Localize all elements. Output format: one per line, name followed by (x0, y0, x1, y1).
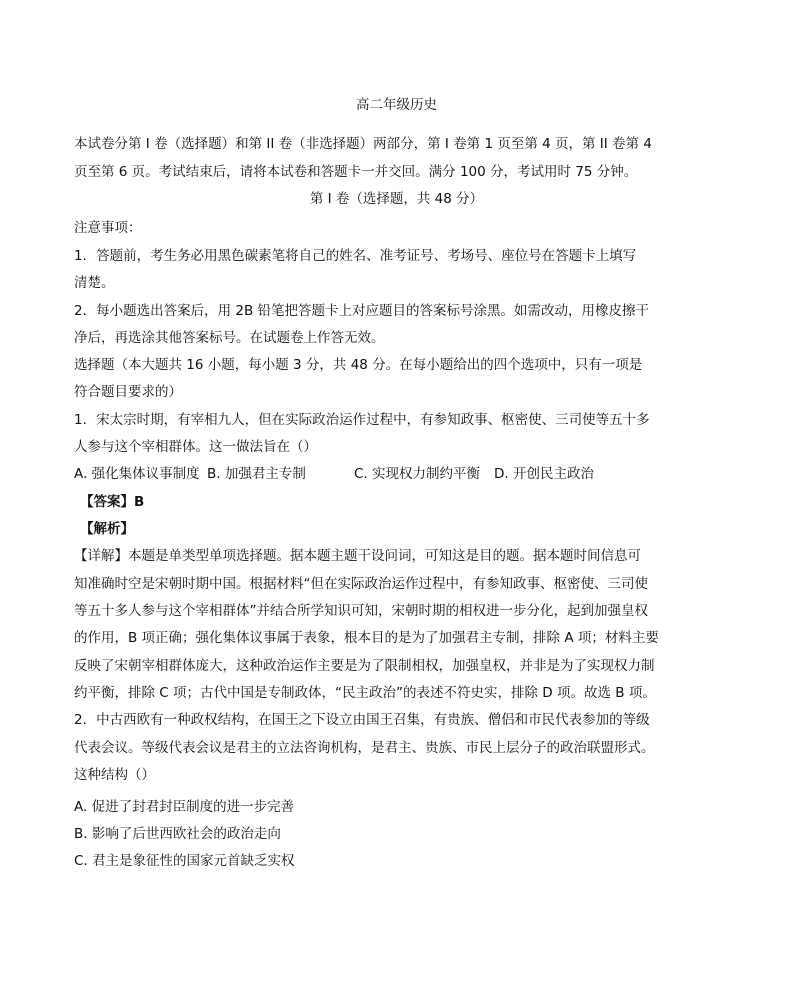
q1-detail-line-4: 的作用，B 项正确；强化集体议事属于表象，根本目的是为了加强君主专制，排除 A 项；材料主要 (74, 630, 659, 646)
q2-stem-line-1: 2．中古西欧有一种政权结构，在国王之下设立由国王召集，有贵族、僧侣和市民代表参加的等级 (74, 712, 650, 728)
q1-detail-line-1: 【详解】本题是单类型单项选择题。据本题主题干设问词，可知这是目的题。据本题时间信息可 (74, 548, 641, 564)
choice-intro-line-1: 选择题（本大题共 16 小题，每小题 3 分，共 48 分。在每小题给出的四个选项中，只有一项是 (74, 357, 643, 373)
notice-line-1: 1．答题前，考生务必用黑色碳素笔将自己的姓名、准考证号、考场号、座位号在答题卡上填写 (74, 248, 637, 264)
q2-stem-line-3: 这种结构（） (74, 767, 155, 783)
q1-analysis-label: 【解析】 (80, 521, 134, 537)
notice-label: 注意事项： (74, 220, 142, 236)
notice-line-2: 清楚。 (74, 275, 115, 291)
q2-option-b: B. 影响了后世西欧社会的政治走向 (74, 826, 281, 842)
section-heading: 第 I 卷（选择题，共 48 分） (309, 191, 484, 207)
page-title: 高二年级历史 (356, 97, 437, 113)
q1-answer: 【答案】B (80, 494, 145, 510)
q2-option-c: C. 君主是象征性的国家元首缺乏实权 (74, 853, 295, 869)
q1-option-c: C. 实现权力制约平衡 (354, 466, 481, 482)
notice-line-4: 净后，再选涂其他答案标号。在试题卷上作答无效。 (74, 330, 385, 346)
q1-option-d: D. 开创民主政治 (494, 466, 594, 482)
q1-detail-line-2: 知准确时空是宋朝时期中国。根据材料“但在实际政治运作过程中，有参知政事、枢密使、三司使 (74, 576, 648, 592)
intro-line-2: 页至第 6 页。考试结束后，请将本试卷和答题卡一并交回。满分 100 分，考试用时 75 分钟。 (74, 164, 638, 180)
q2-stem-line-2: 代表会议。等级代表会议是君主的立法咨询机构，是君主、贵族、市民上层分子的政治联盟形式。 (74, 740, 655, 756)
q1-stem-line-2: 人参与这个宰相群体。这一做法旨在（） (74, 439, 317, 455)
intro-line-1: 本试卷分第 I 卷（选择题）和第 II 卷（非选择题）两部分，第 I 卷第 1 页至第 4 页，第 II 卷第 4 (74, 136, 652, 152)
q1-option-b: B. 加强君主专制 (207, 466, 306, 482)
choice-intro-line-2: 符合题目要求的） (74, 384, 182, 400)
q1-detail-line-5: 反映了宋朝宰相群体庞大，这种政治运作主要是为了限制相权，加强皇权，并非是为了实现权力制 (74, 658, 655, 674)
q1-detail-line-3: 等五十多人参与这个宰相群体”并结合所学知识可知，宋朝时期的相权进一步分化，起到加强皇权 (74, 603, 648, 619)
q1-detail-line-6: 约平衡，排除 C 项；古代中国是专制政体，“民主政治”的表述不符史实，排除 D 项。故选 B 项。 (74, 685, 656, 701)
q2-option-a: A. 促进了封君封臣制度的进一步完善 (74, 799, 295, 815)
notice-line-3: 2．每小题选出答案后，用 2B 铅笔把答题卡上对应题目的答案标号涂黑。如需改动，用橡皮擦干 (74, 303, 650, 319)
q1-option-a: A. 强化集体议事制度 (74, 466, 200, 482)
q1-stem-line-1: 1．宋太宗时期，有宰相九人，但在实际政治运作过程中，有参知政事、枢密使、三司使等五十多 (74, 412, 650, 428)
